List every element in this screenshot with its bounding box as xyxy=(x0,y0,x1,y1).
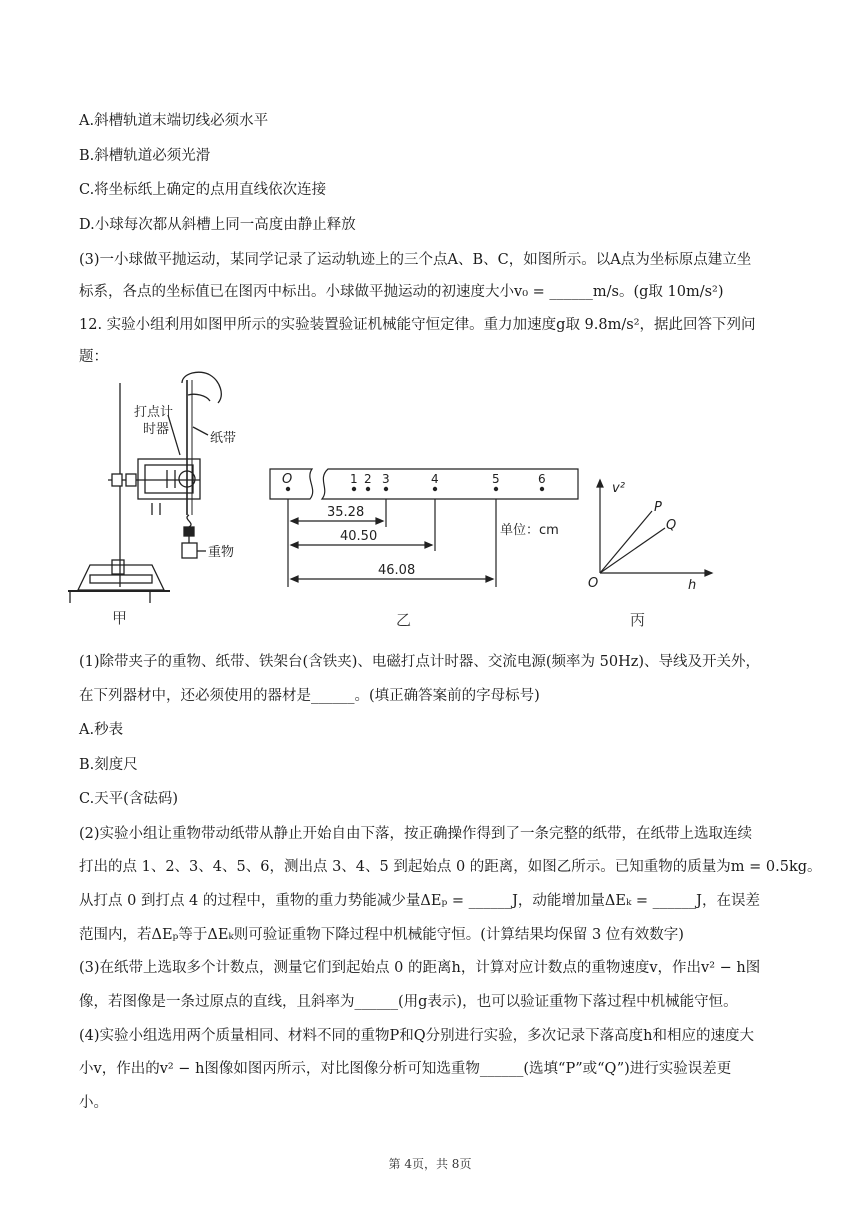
dot-4 xyxy=(433,487,437,491)
option-a: A.斜槽轨道末端切线必须水平 xyxy=(79,113,269,129)
base xyxy=(78,565,164,590)
option-b: B.斜槽轨道必须光滑 xyxy=(79,148,211,164)
clamp-block-2 xyxy=(126,474,136,486)
caption-bing: 丙 xyxy=(630,611,646,629)
clamp xyxy=(184,527,194,536)
timer-label-2: 时器 xyxy=(143,422,170,437)
point-label-2: 2 xyxy=(364,472,372,486)
dot-0 xyxy=(286,487,290,491)
part-1-line2: 在下列器材中，还必须使用的器材是______。(填正确答案前的字母标号) xyxy=(79,688,540,704)
dot-5 xyxy=(494,487,498,491)
caption-jia: 甲 xyxy=(112,609,128,627)
part-2-line4: 范围内，若ΔEₚ等于ΔEₖ则可验证重物下降过程中机械能守恒。(计算结果均保留 3 位有效数字) xyxy=(79,927,684,943)
point-label-4: 4 xyxy=(431,472,439,486)
part-1-line1: (1)除带夹子的重物、纸带、铁架台(含铁夹)、电磁打点计时器、交流电源(频率为 50Hz)、导线及开关外， xyxy=(79,654,761,670)
point-label-6: 6 xyxy=(538,472,546,486)
question-12-line1: 12. 实验小组利用如图甲所示的实验装置验证机械能守恒定律。重力加速度g取 9.8m/s²，据此回答下列问 xyxy=(79,317,756,333)
dot-3 xyxy=(384,487,388,491)
distance-5: 46.08 xyxy=(378,563,416,578)
x-axis-arrow xyxy=(705,570,712,576)
unit-label: 单位：cm xyxy=(500,523,559,538)
base-top xyxy=(90,575,152,583)
graph-origin: O xyxy=(588,576,599,591)
part-1-option-a: A.秒表 xyxy=(79,722,124,738)
figure-svg xyxy=(60,355,820,640)
part-1-option-c: C.天平(含砝码) xyxy=(79,791,179,807)
line-q-label: Q xyxy=(666,518,677,533)
timer-inner xyxy=(145,465,193,493)
dot-6 xyxy=(540,487,544,491)
graph-y-label: v² xyxy=(612,481,625,496)
part-4-line3: 小。 xyxy=(79,1095,108,1111)
clamp-block xyxy=(112,474,122,486)
part-3-line2: 像，若图像是一条过原点的直线，且斜率为______(用g表示)，也可以验证重物下落过程中机械能守恒。 xyxy=(79,994,738,1010)
part-4-line1: (4)实验小组选用两个质量相同、材料不同的重物P和Q分别进行实验，多次记录下落高度h和相应的速度大 xyxy=(79,1028,755,1044)
part-2-line3: 从打点 0 到打点 4 的过程中，重物的重力势能减少量ΔEₚ = ______J，动能增加量ΔEₖ = ______J，在误差 xyxy=(79,893,760,909)
part-4-line2: 小v，作出的v² − h图像如图丙所示，对比图像分析可知选重物______(选填“P”或“Q”)进行实验误差更 xyxy=(79,1061,732,1077)
option-c: C.将坐标纸上确定的点用直线依次连接 xyxy=(79,182,327,198)
point-label-1: 1 xyxy=(350,472,358,486)
hook xyxy=(187,515,191,527)
experiment-figure xyxy=(60,355,820,640)
distance-3: 35.28 xyxy=(327,505,365,520)
part-2-line1: (2)实验小组让重物带动纸带从静止开始自由下落，按正确操作得到了一条完整的纸带，在纸带上选取连续 xyxy=(79,826,753,842)
part-2-line2: 打出的点 1、2、3、4、5、6，测出点 3、4、5 到起始点 0 的距离，如图乙所示。已知重物的质量为m = 0.5kg。 xyxy=(79,859,822,875)
hand-finger xyxy=(188,394,210,401)
timer-label-1: 打点计 xyxy=(134,405,174,420)
tape-origin-label: O xyxy=(282,472,293,487)
question-3-line1: (3)一小球做平抛运动，某同学记录了运动轨迹上的三个点A、B、C，如图所示。以A点为坐标原点建立坐 xyxy=(79,252,752,268)
point-label-3: 3 xyxy=(382,472,390,486)
weight xyxy=(182,543,197,558)
dot-1 xyxy=(352,487,356,491)
question-12-line2: 题： xyxy=(79,349,108,365)
distance-4: 40.50 xyxy=(340,529,378,544)
option-d: D.小球每次都从斜槽上同一高度由静止释放 xyxy=(79,217,356,233)
y-axis-arrow xyxy=(597,480,603,487)
tape-label: 纸带 xyxy=(210,431,237,446)
timer-label-line xyxy=(168,415,180,455)
point-label-5: 5 xyxy=(492,472,500,486)
line-p-label: P xyxy=(654,500,662,515)
dot-2 xyxy=(366,487,370,491)
page-footer: 第 4页，共 8页 xyxy=(388,1157,472,1171)
question-3-line2: 标系，各点的坐标值已在图丙中标出。小球做平抛运动的初速度大小v₀ = ______m/s。(g取 10m/s²) xyxy=(79,284,724,300)
caption-yi: 乙 xyxy=(396,611,412,629)
hand xyxy=(182,372,221,403)
weight-label: 重物 xyxy=(208,545,235,560)
part-1-option-b: B.刻度尺 xyxy=(79,757,138,773)
rod-foot xyxy=(112,560,124,574)
graph-x-label: h xyxy=(688,578,697,593)
tape-label-line xyxy=(193,427,208,435)
part-3-line1: (3)在纸带上选取多个计数点，测量它们到起始点 0 的距离h，计算对应计数点的重物速度v，作出v² − h图 xyxy=(79,960,761,976)
